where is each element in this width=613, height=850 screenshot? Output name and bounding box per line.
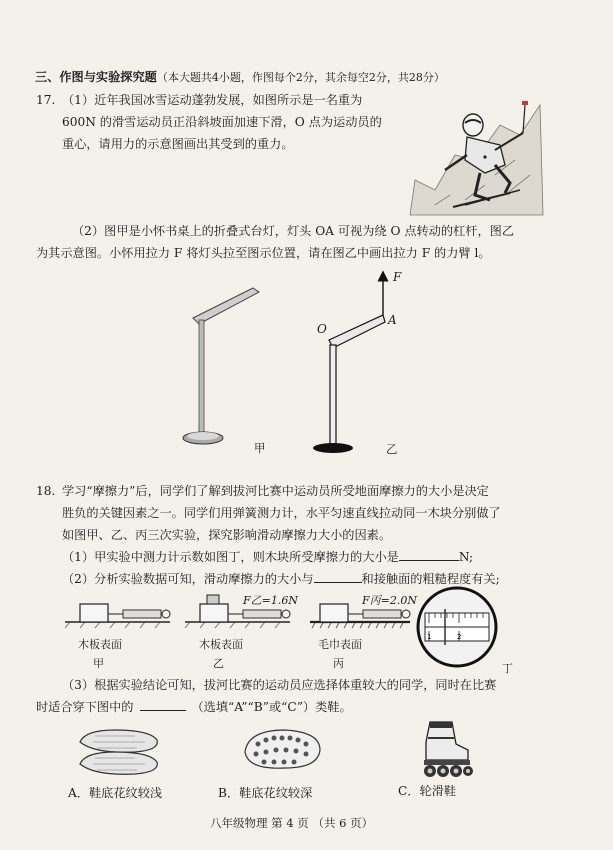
- q18-intro-line2: 胜负的关键因素之一。同学们用弹簧测力计，水平匀速直线拉动同一木块分别做了: [62, 506, 501, 520]
- section-note: （本大题共4小题，作图每个2分，其余每空2分，共28分）: [156, 71, 445, 84]
- q17-part1-line2: 600N 的滑雪运动员正沿斜坡面加速下滑，O 点为运动员的: [62, 115, 382, 129]
- q18-sub1-text: （1）甲实验中测力计示数如图丁，则木块所受摩擦力的大小是: [62, 550, 399, 564]
- exp-label-yi: 乙: [213, 657, 224, 670]
- force-yi-label: F乙=1.6N: [243, 594, 298, 607]
- option-C: C．轮滑鞋: [398, 784, 457, 798]
- q18-intro-line1: 学习“摩擦力”后，同学们了解到拔河比赛中运动员所受地面摩擦力的大小是决定: [62, 484, 489, 498]
- section-title: 三、作图与实验探究题: [35, 70, 157, 84]
- q17-part2-line1: （2）图甲是小怀书桌上的折叠式台灯，灯头 OA 可视为绕 O 点转动的杠杆，图乙: [72, 224, 515, 238]
- q18-sub1: [62, 548, 473, 566]
- exp-label-jia: 甲: [93, 657, 104, 670]
- surface-label-jia: 木板表面: [78, 638, 122, 651]
- q18-sub2-tail: 和接触面的粗糙程度有关;: [361, 572, 500, 586]
- q17-number: 17.: [36, 93, 56, 107]
- shoe-sole-deep-image: [240, 724, 325, 774]
- shoe-sole-shallow-image: [75, 722, 165, 777]
- section-header: [35, 68, 445, 87]
- surface-label-bing: 毛巾表面: [318, 638, 362, 651]
- exp-label-bing: 丙: [333, 657, 344, 670]
- q18-sub1-blank[interactable]: [399, 548, 459, 561]
- q18-sub3-line1: （3）根据实验结论可知，拔河比赛的运动员应选择体重较大的同学，同时在比赛: [62, 678, 497, 692]
- option-B: B．鞋底花纹较深: [218, 786, 313, 800]
- roller-skate-image: [412, 718, 477, 780]
- page-footer: 八年级物理 第 4 页 （共 6 页）: [210, 816, 374, 830]
- q18-number: 18.: [36, 484, 56, 498]
- exp-label-ding: 丁: [502, 662, 513, 675]
- label-F: F: [393, 270, 402, 284]
- option-A: A．鞋底花纹较浅: [68, 786, 163, 800]
- q18-sub2-blank[interactable]: [314, 570, 362, 583]
- lever-figure-yi: [305, 270, 405, 460]
- fig-jia-label: 甲: [254, 441, 266, 455]
- label-A: A: [388, 313, 397, 327]
- q18-sub1-unit: N;: [458, 550, 474, 564]
- q17-part1-line3: 重心，请用力的示意图画出其受到的重力。: [62, 137, 294, 151]
- q18-sub3-text: 时适合穿下图中的: [36, 700, 134, 714]
- q17-part1-line1: （1）近年我国冰雪运动蓬勃发展，如图所示是一名重为: [62, 93, 363, 107]
- q18-intro-line3: 如图甲、乙、丙三次实验，探究影响滑动摩擦力大小的因素。: [62, 528, 392, 542]
- q18-sub2-text: （2）分析实验数据可知，滑动摩擦力的大小与: [62, 572, 314, 586]
- force-bing-label: F丙=2.0N: [362, 594, 417, 607]
- q18-sub3-tail: （选填“A”“B”或“C”）类鞋。: [191, 700, 352, 714]
- fig-yi-label: 乙: [386, 442, 398, 456]
- q18-sub3-blank[interactable]: [140, 698, 186, 711]
- svg-text:1: 1: [427, 633, 432, 641]
- skier-figure: [405, 95, 545, 220]
- q17-part2-line2: 为其示意图。小怀用拉力 F 将灯头拉至图示位置，请在图乙中画出拉力 F 的力臂 l。: [36, 246, 491, 260]
- spring-scale-gauge-ding: [415, 585, 500, 670]
- label-O: O: [317, 322, 327, 336]
- q18-sub3-line2: [36, 698, 352, 716]
- svg-text:2: 2: [457, 633, 462, 641]
- lamp-figure-jia: [175, 280, 270, 455]
- surface-label-yi: 木板表面: [199, 638, 243, 651]
